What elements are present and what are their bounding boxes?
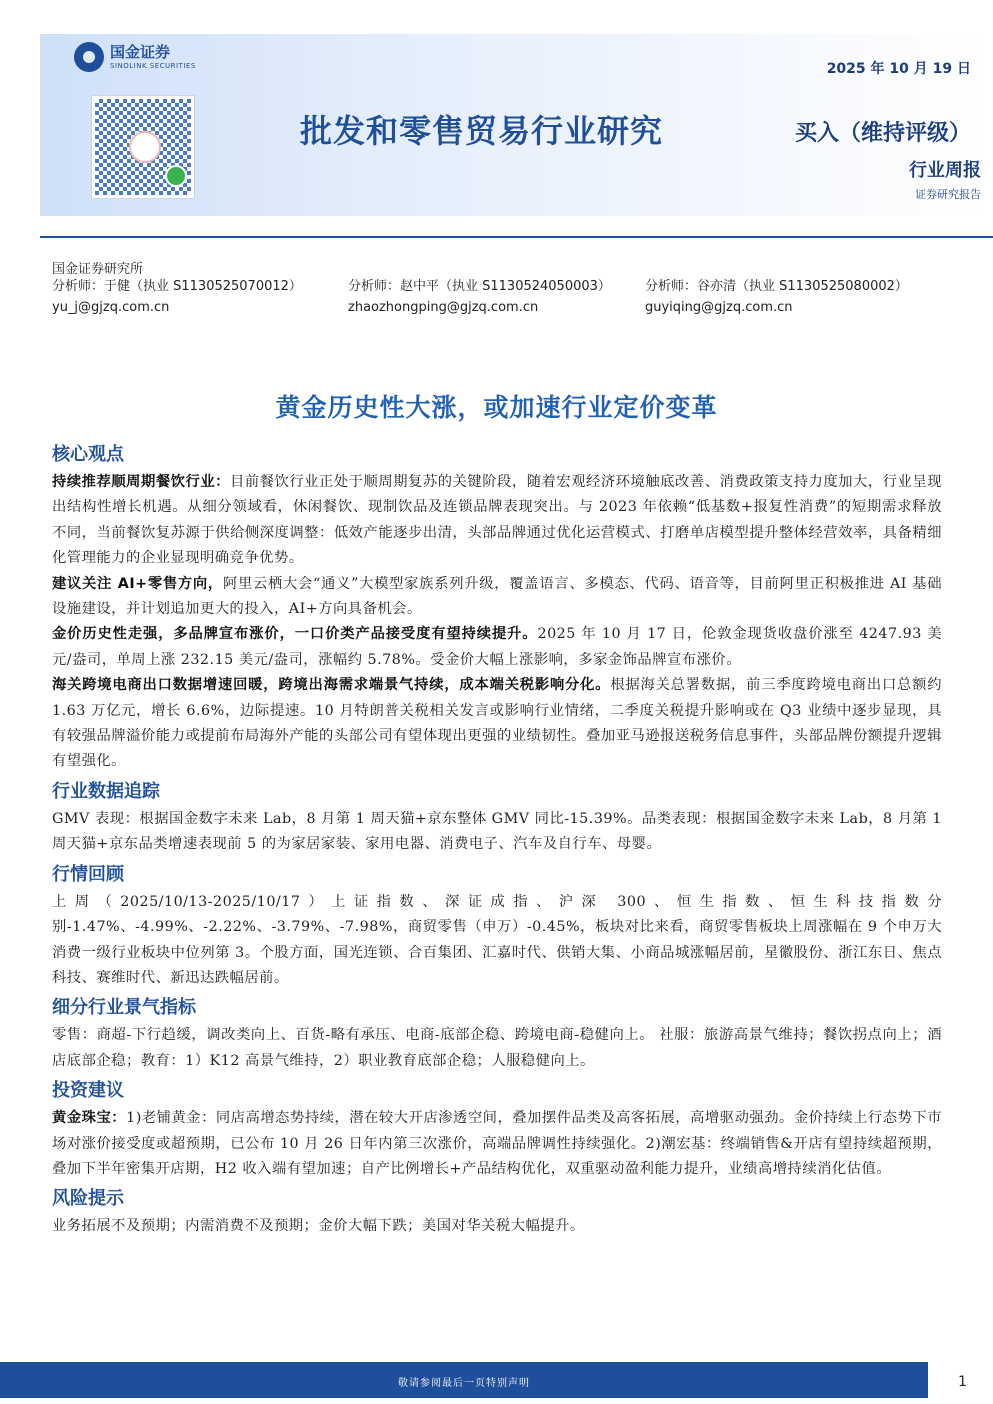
analyst-1-email[interactable]: yu_j@gjzq.com.cn [52, 300, 170, 315]
core-p4-text: 根据海关总署数据，前三季度跨境电商出口总额约 1.63 万亿元，增长 6.6%，边际提速。10 月特朗普关税相关发言或影响行业情绪，二季度关税提升影响或在 Q3 业绩中逐步显现，具有较强品牌溢价能力或提前布局海外产能的头部公司有望体现出更强的业绩韧性。叠加亚马逊报送税务信息事件，头部品牌份额提升逻辑有望强化。 [52, 677, 943, 770]
header-divider [40, 236, 993, 238]
logo-en: SINOLINK SECURITIES [110, 61, 196, 70]
section-heading-subsector: 细分行业景气指标 [52, 997, 196, 1019]
core-p3-bold: 金价历史性走强，多品牌宣布涨价，一口价类产品接受度有望持续提升。 [52, 626, 538, 643]
market-paragraph: 上周（2025/10/13-2025/10/17）上证指数、深证成指、沪深 300、恒生指数、恒生科技指数分别-1.47%、-4.99%、-2.22%、-3.79%、-7.98%，商贸零售（申万）-0.45%，板块对比来看，商贸零售板块上周涨幅在 9 个申万大消费一级行业板块中位列第 3。个股方面，国光连锁、合百集团、汇嘉时代、供销大集、小商品城涨幅居前，星徽股份、浙江东日、焦点科技、赛维时代、新迅达跌幅居前。 [52, 893, 942, 986]
core-p3-text: 2025 年 10 月 17 日，伦敦金现货收盘价涨至 4247.93 美元/盎司，单周上涨 232.15 美元/盎司，涨幅约 5.78%。受金价大幅上涨影响，多家金饰品牌宣布涨价。 [52, 626, 943, 668]
report-type: 行业周报 [909, 160, 981, 181]
logo-mark-icon [74, 42, 104, 72]
section-heading-risk: 风险提示 [52, 1188, 124, 1210]
qr-code-icon [92, 96, 194, 198]
core-p1-text: 目前餐饮行业正处于顺周期复苏的关键阶段，随着宏观经济环境触底改善、消费政策支持力度加大，行业呈现出结构性增长机遇。从细分领域看，休闲餐饮、现制饮品及连锁品牌表现突出。与 2023 年依赖“低基数+报复性消费”的短期需求释放不同，当前餐饮复苏源于供给侧深度调整：低效产能逐步出清，头部品牌通过优化运营模式、打磨单店模型提升整体经营效率，具备精细化管理能力的企业显现明确竞争优势。 [52, 474, 943, 567]
section-heading-advice: 投资建议 [52, 1080, 124, 1102]
analyst-2 [348, 276, 611, 318]
analyst-1 [52, 276, 302, 318]
industry-title: 批发和零售贸易行业研究 [300, 112, 664, 150]
analyst-3-name: 分析师：谷亦清（执业 S1130525080002） [645, 279, 908, 294]
rating: 买入（维持评级） [794, 121, 971, 146]
core-paragraph-3 [52, 622, 942, 673]
core-paragraph-2 [52, 572, 942, 623]
section-heading-market: 行情回顾 [52, 863, 124, 885]
logo-cn: 国金证券 [110, 42, 171, 61]
report-subtype: 证券研究报告 [915, 188, 981, 201]
qr-center-logo-icon [129, 131, 161, 163]
core-p2-bold: 建议关注 AI+零售方向， [52, 575, 223, 592]
page-number: 1 [958, 1374, 967, 1390]
analyst-2-email[interactable]: zhaozhongping@gjzq.com.cn [348, 300, 539, 315]
section-heading-core: 核心观点 [52, 444, 124, 465]
section-heading-tracking: 行业数据追踪 [52, 780, 160, 802]
core-p1-bold: 持续推荐顺周期餐饮行业： [52, 474, 231, 490]
advice-bold: 黄金珠宝： [52, 1110, 127, 1127]
core-paragraph-4 [52, 673, 942, 775]
analyst-1-name: 分析师：于健（执业 S1130525070012） [52, 279, 302, 294]
risk-paragraph: 业务拓展不及预期；内需消费不及预期；金价大幅下跌；美国对华关税大幅提升。 [52, 1218, 585, 1235]
institute: 国金证券研究所 [52, 262, 144, 277]
core-p4-bold: 海关跨境电商出口数据增速回暖，跨境出海需求端景气持续，成本端关税影响分化。 [52, 677, 611, 694]
analyst-3-email[interactable]: guyiqing@gjzq.com.cn [645, 300, 793, 315]
report-date: 2025 年 10 月 19 日 [826, 61, 971, 77]
qr-badge-icon [165, 165, 187, 187]
core-paragraph-1 [52, 470, 942, 572]
tracking-paragraph: GMV 表现：根据国金数字未来 Lab，8 月第 1 周天猫+京东整体 GMV 同比-15.39%。品类表现：根据国金数字未来 Lab，8 月第 1 周天猫+京东品类增速表现前 5 的为家居家装、家用电器、消费电子、汽车及自行车、母婴。 [52, 810, 942, 853]
advice-paragraph [52, 1106, 942, 1182]
subsector-paragraph: 零售：商超-下行趋缓，调改类向上、百货-略有承压、电商-底部企稳、跨境电商-稳健向上。 社服：旅游高景气维持；餐饮拐点向上；酒店底部企稳；教育：1）K12 高景气维持，2）职业教育底部企稳；人服稳健向上。 [52, 1027, 942, 1069]
company-logo [74, 42, 196, 72]
document-title: 黄金历史性大涨，或加速行业定价变革 [275, 393, 718, 422]
advice-text: 1)老铺黄金：同店高增态势持续，潜在较大开店渗透空间，叠加摆件品类及高客拓展，高增驱动强劲。金价持续上行态势下市场对涨价接受度或超预期，已公布 10 月 26 日年内第三次涨价，高端品牌调性持续强化。2)潮宏基：终端销售&开店有望持续超预期，叠加下半年密集开店期，H2 收入端有望加速；自产比例增长+产品结构优化，双重驱动盈利能力提升，业绩高增持续消化估值。 [52, 1110, 943, 1177]
analyst-3 [645, 276, 908, 318]
footer-disclaimer-note[interactable]: 敬请参阅最后一页特别声明 [398, 1378, 530, 1389]
core-p2-text: 阿里云栖大会“通义”大模型家族系列升级，覆盖语言、多模态、代码、语音等，目前阿里正积极推进 AI 基础设施建设，并计划追加更大的投入，AI+方向具备机会。 [52, 575, 942, 618]
report-body [52, 438, 942, 1240]
analyst-2-name: 分析师：赵中平（执业 S1130524050003） [348, 279, 611, 294]
